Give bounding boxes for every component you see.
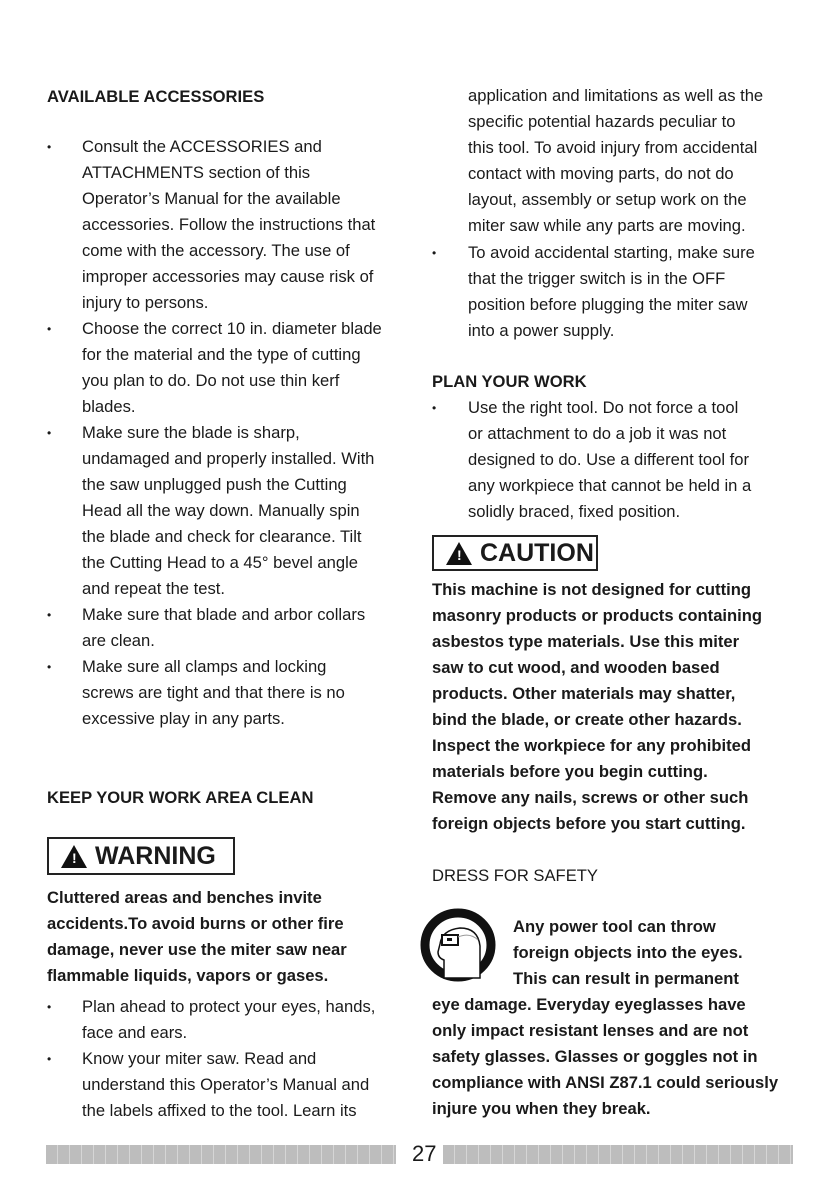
footer-bar-left xyxy=(46,1145,396,1164)
warning-triangle-icon: ! xyxy=(446,542,472,565)
bullet: • xyxy=(47,608,52,622)
list-item: Use the right tool. Do not force a tool or attachment to do a job it was not designed to do. Use a different tool for any workpiece that cannot be held in a solidly braced, fixed position. xyxy=(468,398,752,521)
caution-label: CAUTION xyxy=(480,538,594,567)
list-item: To avoid accidental starting, make sure that the trigger switch is in the OFF position before plugging the miter saw into a power supply. xyxy=(468,243,755,340)
safety-glasses-icon xyxy=(420,908,496,982)
list-item: Consult the ACCESSORIES and ATTACHMENTS section of this Operator’s Manual for the available accessories. Follow the instructions that come with the accessory. The use of improper accessories may cause risk of injury to persons. xyxy=(82,137,376,312)
list-item: Plan ahead to protect your eyes, hands, face and ears. xyxy=(82,997,376,1042)
bullet: • xyxy=(432,401,437,415)
warning-triangle-icon: ! xyxy=(61,845,87,868)
caution-label-box xyxy=(432,535,598,571)
warning-label: WARNING xyxy=(95,841,216,870)
bullet: • xyxy=(47,1000,52,1014)
page-number: 27 xyxy=(412,1141,437,1166)
safety-text-indented: Any power tool can throw foreign objects into the eyes. This can result in permanent xyxy=(513,917,743,988)
bullet: • xyxy=(47,660,52,674)
bullet: • xyxy=(432,246,437,260)
caution-text: This machine is not designed for cutting masonry products or products containing asbestos type materials. Use this miter saw to cut wood, and wooden based products. Other materials may shatter, bind the blade, or create other hazards. Inspect the workpiece for any prohibited materials before you begin cutting. Remove any nails, screws or other such foreign objects before you start cutting. xyxy=(432,580,763,833)
list-item: Make sure that blade and arbor collars are clean. xyxy=(82,605,366,650)
warning-text: Cluttered areas and benches invite accidents.To avoid burns or other fire damage, never use the miter saw near flammable liquids, vapors or gases. xyxy=(47,888,347,985)
heading-keep-work-area-clean: KEEP YOUR WORK AREA CLEAN xyxy=(47,788,314,807)
list-item: Know your miter saw. Read and understand this Operator’s Manual and the labels affixed to the tool. Learn its xyxy=(82,1049,370,1120)
heading-plan-your-work: PLAN YOUR WORK xyxy=(432,372,587,391)
safety-text: eye damage. Everyday eyeglasses have only impact resistant lenses and are not safety glasses. Glasses or goggles not in compliance with ANSI Z87.1 could seriously injure you when they break. xyxy=(432,995,779,1118)
bullet: • xyxy=(47,426,52,440)
heading-available-accessories: AVAILABLE ACCESSORIES xyxy=(47,87,265,106)
continued-text: application and limitations as well as the specific potential hazards peculiar to this tool. To avoid injury from accidental contact with moving parts, do not do layout, assembly or setup work on the miter saw while any parts are moving. xyxy=(468,86,764,235)
bullet: • xyxy=(47,1052,52,1066)
bullet: • xyxy=(47,322,52,336)
list-item: Choose the correct 10 in. diameter blade for the material and the type of cutting you plan to do. Do not use thin kerf blades. xyxy=(82,319,382,416)
heading-dress-for-safety: DRESS FOR SAFETY xyxy=(432,866,598,885)
list-item: Make sure the blade is sharp, undamaged and properly installed. With the saw unplugged push the Cutting Head all the way down. Manually spin the blade and check for clearance. Tilt the Cutting Head to a 45° bevel angle and repeat the test. xyxy=(82,423,375,598)
footer-bar-right xyxy=(443,1145,793,1164)
warning-label-box xyxy=(47,837,235,875)
bullet: • xyxy=(47,140,52,154)
list-item: Make sure all clamps and locking screws are tight and that there is no excessive play in any parts. xyxy=(82,657,345,728)
